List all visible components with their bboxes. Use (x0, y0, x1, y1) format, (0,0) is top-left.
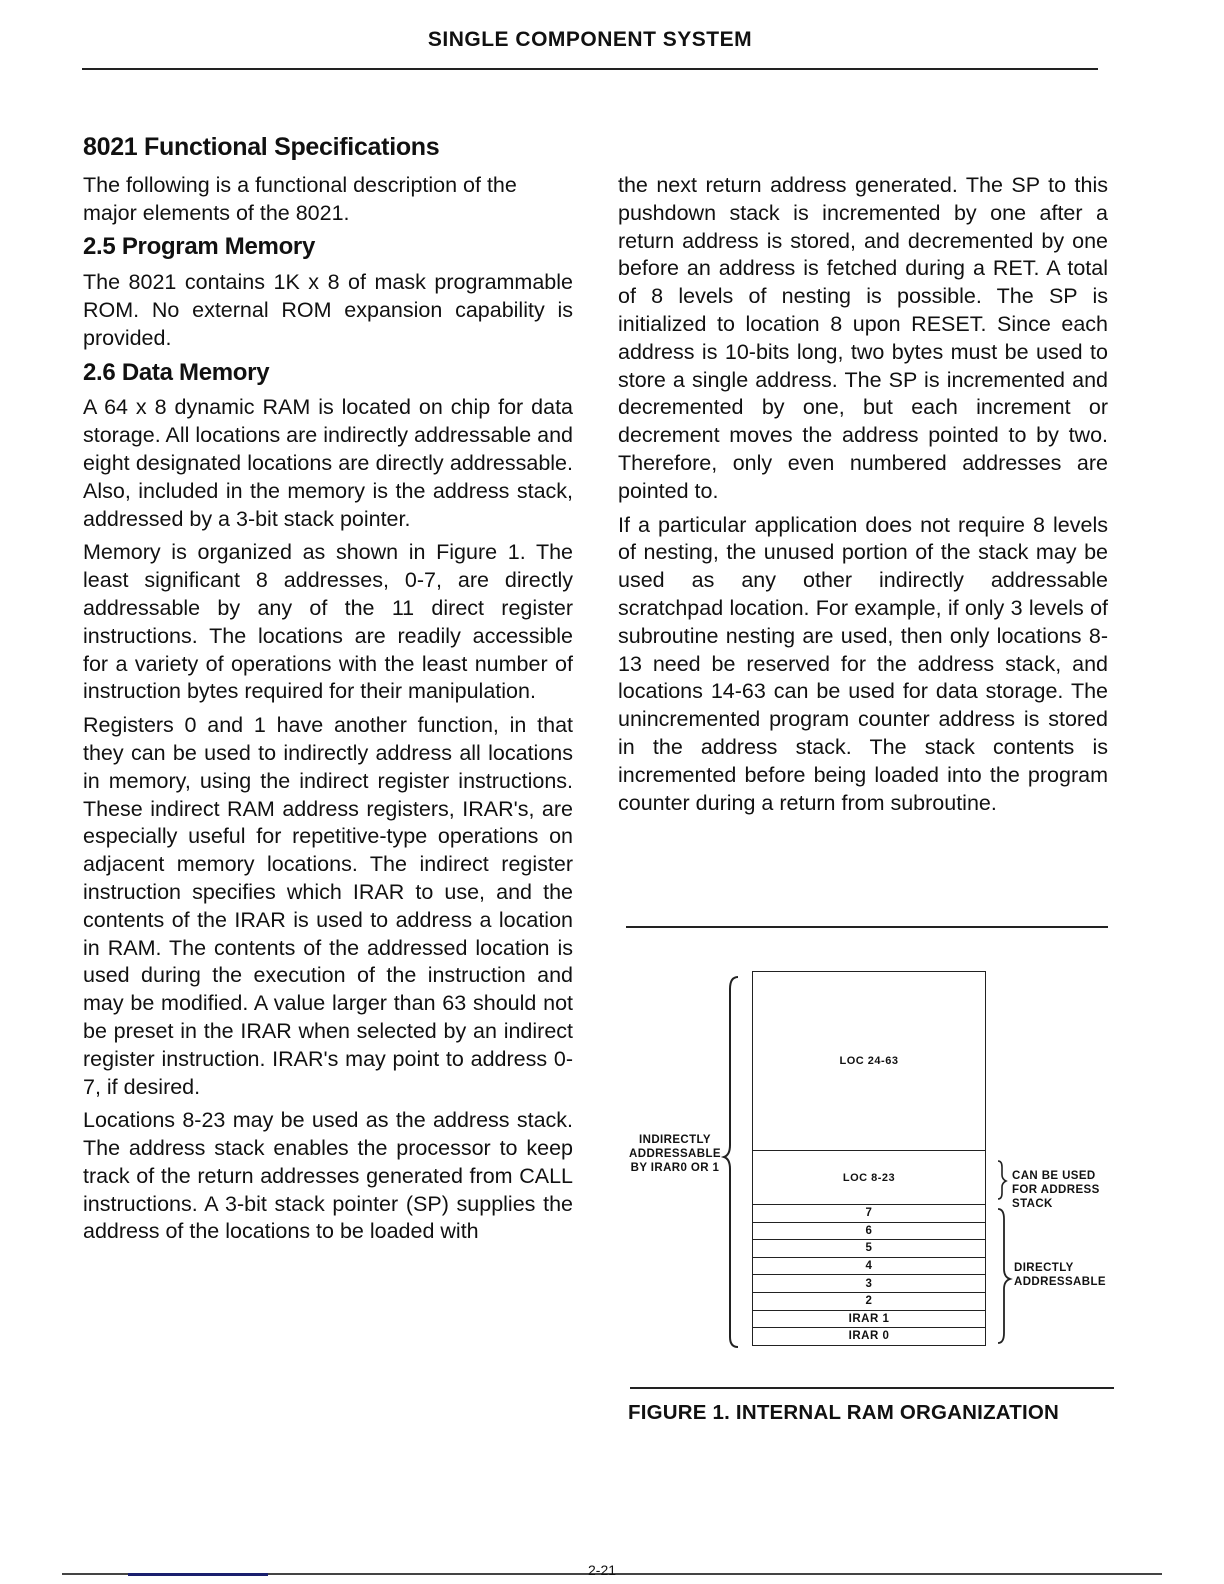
figure-bottom-rule (630, 1387, 1114, 1389)
right-column (618, 172, 1108, 823)
paragraph: If a particular application does not require 8 levels of nesting, the unused portion of the stack may be used as any other indirectly addressable scratchpad location. For example, if only 3 levels of subroutine nesting are used, then only locations 8-13 need be reserved for the address stack, and locations 14-63 can be used for data storage. The unincremented program counter address is stored in the address stack. The stack contents is incremented before being loaded into the program counter during a return from subroutine. (618, 512, 1108, 815)
page-title: 8021 Functional Specifications (83, 133, 440, 161)
ram-cell: IRAR 0 (848, 1330, 890, 1343)
ram-cell: 2 (753, 1293, 985, 1311)
figure-caption: FIGURE 1. INTERNAL RAM ORGANIZATION (628, 1401, 1060, 1424)
paragraph: The 8021 contains 1K x 8 of mask programmable ROM. No external ROM expansion capability is provided. (83, 270, 573, 350)
stack-label: CAN BE USED FOR ADDRESS STACK (1012, 1170, 1100, 1210)
page-number: 2-21 (588, 1562, 617, 1578)
ram-cell: 6 (753, 1223, 985, 1241)
header-rule (82, 68, 1098, 70)
running-head: SINGLE COMPONENT SYSTEM (427, 28, 753, 51)
left-column (83, 134, 573, 1252)
ram-block (752, 971, 986, 1346)
ram-organization-diagram (620, 965, 1120, 1365)
section-heading-data-memory: 2.6 Data Memory (83, 358, 270, 386)
figure-top-rule (626, 926, 1108, 928)
footer-accent (128, 1573, 268, 1576)
ram-cell: 3 (753, 1275, 985, 1293)
paragraph: Memory is organized as shown in Figure 1. The least significant 8 addresses, 0-7, are directly addressable by any of the 11 direct register instructions. The locations are readily accessible for a variety of operations with the least number of instruction bytes required for their manipulation. (83, 540, 573, 704)
paragraph: Registers 0 and 1 have another function, in that they can be used to indirectly address all locations in memory, using the indirect register instructions. These indirect RAM address registers, IRAR's, are especially useful for repetitive-type operations on adjacent memory locations. The indirect register instruction specifies which IRAR to use, and the contents of the IRAR is used to address a location in RAM. The contents of the addressed location is used during the execution of the instruction and may be modified. A value larger than 63 should not be preset in the IRAR when selected by an indirect register instruction. IRAR's may point to address 0-7, if desired. (83, 713, 573, 1099)
direct-label: DIRECTLY ADDRESSABLE (1014, 1262, 1106, 1288)
indirect-label: INDIRECTLY ADDRESSABLE BY IRAR0 OR 1 (629, 1134, 721, 1174)
ram-cell: LOC 24-63 (753, 972, 985, 1151)
ram-cell: 7 (753, 1205, 985, 1223)
paragraph: the next return address generated. The SP to this pushdown stack is incremented by one after a return address is stored, and decremented by one before an address is fetched during a RET. A total of 8 levels of nesting is possible. The SP is initialized to location 8 upon RESET. Since each address is 10-bits long, two bytes must be used to store a single address. The SP is incremented and decremented by one, but each increment or decrement moves the address pointed to by two. Therefore, only even numbered addresses are pointed to. (618, 173, 1108, 503)
paragraph: Locations 8-23 may be used as the address stack. The address stack enables the processor to keep track of the return addresses generated from CALL instructions. A 3-bit stack pointer (SP) supplies the address of the locations to be loaded with (83, 1108, 573, 1244)
paragraph: A 64 x 8 dynamic RAM is located on chip for data storage. All locations are indirectly addressable and eight designated locations are directly addressable. Also, included in the memory is the address stack, addressed by a 3-bit stack pointer. (83, 395, 574, 531)
ram-cell: LOC 8-23 (753, 1151, 985, 1205)
ram-cell: 4 (753, 1258, 985, 1276)
intro-paragraph: The following is a functional description of the major elements of the 8021. (83, 172, 517, 225)
section-heading-program-memory: 2.5 Program Memory (83, 233, 316, 261)
ram-cell: IRAR 1 (753, 1311, 985, 1329)
ram-cell: 5 (753, 1240, 985, 1258)
